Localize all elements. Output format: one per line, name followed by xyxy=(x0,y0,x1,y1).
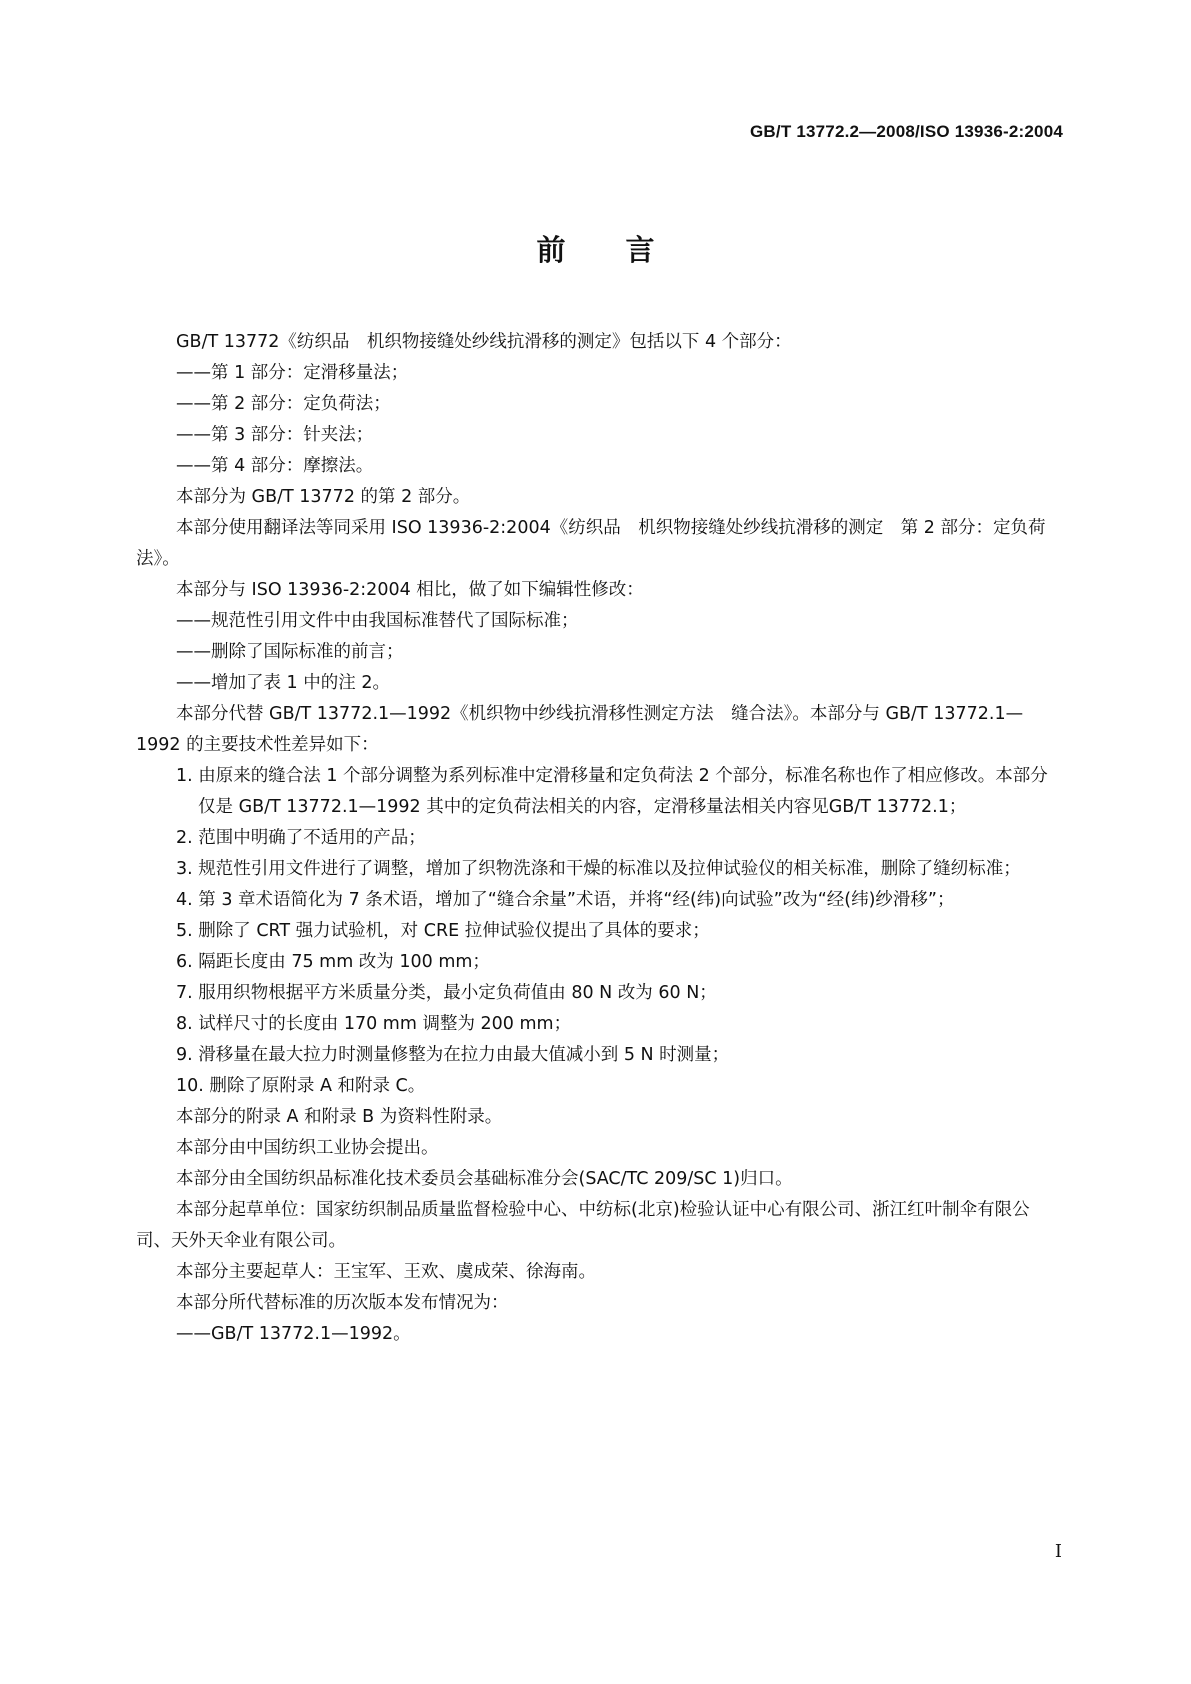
paragraph: 本部分代替 GB/T 13772.1—1992《机织物中纱线抗滑移性测定方法 缝合法》。本部分与 GB/T 13772.1—1992 的主要技术性差异如下： xyxy=(136,704,1024,755)
dash-item: ——GB/T 13772.1—1992。 xyxy=(176,1324,411,1344)
page-title: 前言 xyxy=(536,233,715,267)
dash-item: ——删除了国际标准的前言； xyxy=(176,642,404,662)
numbered-item: 1. 由原来的缝合法 1 个部分调整为系列标准中定滑移量和定负荷法 2 个部分，标准名称也作了相应修改。本部分仅是 GB/T 13772.1—1992 其中的定负荷法相关的内容，定滑移量法相关内容见GB/T 13772.1； xyxy=(176,766,1048,817)
dash-item: ——第 1 部分：定滑移量法； xyxy=(176,363,409,383)
numbered-item: 10. 删除了原附录 A 和附录 C。 xyxy=(176,1076,426,1096)
foreword-body xyxy=(136,327,1056,1350)
dash-item: ——第 3 部分：针夹法； xyxy=(176,425,374,445)
dash-item: ——第 2 部分：定负荷法； xyxy=(176,394,391,414)
dash-item: ——第 4 部分：摩擦法。 xyxy=(176,456,374,476)
paragraph: 本部分起草单位：国家纺织制品质量监督检验中心、中纺标(北京)检验认证中心有限公司、浙江红叶制伞有限公司、天外天伞业有限公司。 xyxy=(136,1200,1030,1251)
paragraph: GB/T 13772《纺织品 机织物接缝处纱线抗滑移的测定》包括以下 4 个部分： xyxy=(176,332,792,352)
standard-number: GB/T 13772.2—2008/ISO 13936-2:2004 xyxy=(750,122,1063,141)
paragraph: 本部分主要起草人：王宝军、王欢、虞成荣、徐海南。 xyxy=(176,1262,596,1282)
paragraph: 本部分与 ISO 13936-2:2004 相比，做了如下编辑性修改： xyxy=(176,580,644,600)
dash-item: ——增加了表 1 中的注 2。 xyxy=(176,673,390,693)
paragraph: 本部分由全国纺织品标准化技术委员会基础标准分会(SAC/TC 209/SC 1)归口。 xyxy=(176,1169,793,1189)
paragraph: 本部分的附录 A 和附录 B 为资料性附录。 xyxy=(176,1107,503,1127)
numbered-item: 9. 滑移量在最大拉力时测量修整为在拉力由最大值减小到 5 N 时测量； xyxy=(176,1045,730,1065)
numbered-item: 3. 规范性引用文件进行了调整，增加了织物洗涤和干燥的标准以及拉伸试验仪的相关标准，删除了缝纫标准； xyxy=(176,859,1021,879)
paragraph: 本部分为 GB/T 13772 的第 2 部分。 xyxy=(176,487,471,507)
numbered-item: 5. 删除了 CRT 强力试验机，对 CRE 拉伸试验仪提出了具体的要求； xyxy=(176,921,710,941)
page-number: I xyxy=(1054,1541,1062,1562)
paragraph: 本部分使用翻译法等同采用 ISO 13936-2:2004《纺织品 机织物接缝处纱线抗滑移的测定 第 2 部分：定负荷法》。 xyxy=(136,518,1046,569)
numbered-item: 6. 隔距长度由 75 mm 改为 100 mm； xyxy=(176,952,490,972)
dash-item: ——规范性引用文件中由我国标准替代了国际标准； xyxy=(176,611,579,631)
numbered-item: 2. 范围中明确了不适用的产品； xyxy=(176,828,426,848)
numbered-item: 8. 试样尺寸的长度由 170 mm 调整为 200 mm； xyxy=(176,1014,572,1034)
numbered-item: 4. 第 3 章术语简化为 7 条术语，增加了“缝合余量”术语，并将“经(纬)向试验”改为“经(纬)纱滑移”； xyxy=(176,890,955,910)
paragraph: 本部分由中国纺织工业协会提出。 xyxy=(176,1138,439,1158)
paragraph: 本部分所代替标准的历次版本发布情况为： xyxy=(176,1293,509,1313)
numbered-item: 7. 服用织物根据平方米质量分类，最小定负荷值由 80 N 改为 60 N； xyxy=(176,983,717,1003)
